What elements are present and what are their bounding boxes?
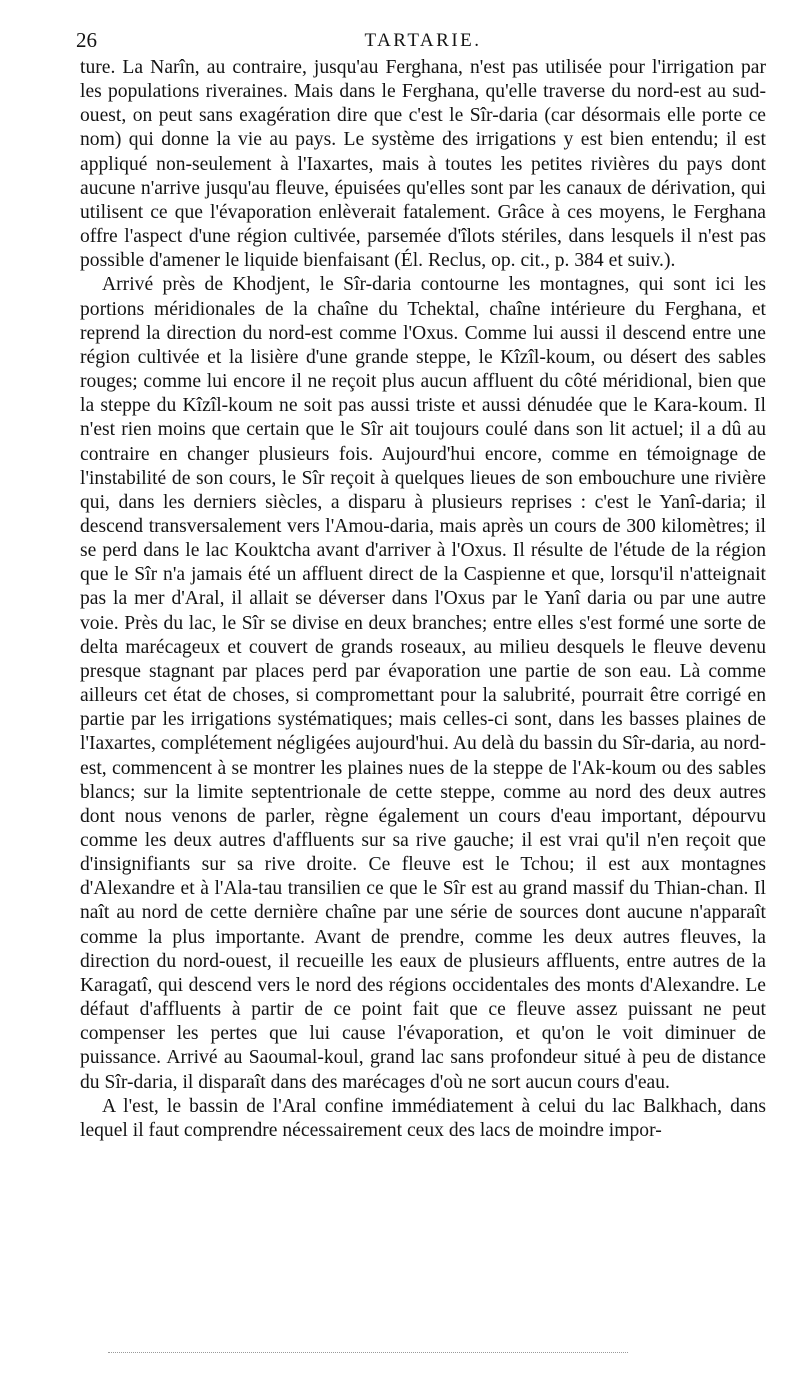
paragraph-aral-balkhach: A l'est, le bassin de l'Aral confine immédiatement à celui du lac Balkhach, dans lequel il faut comprendre nécessairement ceux des lacs de moindre impor- — [80, 1095, 766, 1141]
book-page — [76, 22, 766, 1143]
running-title: TARTARIE. — [364, 30, 482, 51]
page-header — [76, 22, 766, 56]
body-text — [80, 56, 766, 1143]
page-number: 26 — [76, 28, 97, 52]
paragraph-continued: ture. La Narîn, au contraire, jusqu'au Ferghana, n'est pas utilisée pour l'irrigation par les populations riveraines. Mais dans le Ferghana, qu'elle traverse du nord-est au sud-ouest, on peut sans exagération dire que c'est le Sîr-daria (car désormais elle porte ce nom) qui donne la vie au pays. Le système des irrigations y est bien entendu; il est appliqué non-seulement à l'Iaxartes, mais à toutes les petites rivières du pays dont aucune n'arrive jusqu'au fleuve, épuisées qu'elles sont par les canaux de dérivation, qui utilisent ce que l'évaporation enlèverait fatalement. Grâce à ces moyens, le Ferghana offre l'aspect d'une région cultivée, parsemée d'îlots stériles, dans lesquels il n'est pas possible d'amener le liquide bienfaisant (Él. Reclus, op. cit., p. 384 et suiv.). — [80, 57, 766, 272]
footer-divider — [108, 1352, 628, 1353]
paragraph-sir-daria: Arrivé près de Khodjent, le Sîr-daria contourne les montagnes, qui sont ici les portions méridionales de la chaîne du Tchektal, chaîne intérieure du Ferghana, et reprend la direction du nord-est comme l'Oxus. Comme lui aussi il descend entre une région cultivée et la lisière d'une grande steppe, le Kîzîl-koum, ou désert des sables rouges; comme lui encore il ne reçoit plus aucun affluent du côté méridional, bien que la steppe du Kîzîl-koum ne soit pas aussi triste et aussi dénudée que le Kara-koum. Il n'est rien moins que certain que le Sîr ait toujours coulé dans son lit actuel; il a dû au contraire en changer plusieurs fois. Aujourd'hui encore, comme en témoignage de l'instabilité de son cours, le Sîr reçoit à quelques lieues de son embouchure une rivière qui, dans les derniers siècles, a disparu à plusieurs reprises : c'est le Yanî-daria; il descend transversalement vers l'Amou-daria, mais après un cours de 300 kilomètres; il se perd dans le lac Kouktcha avant d'arriver à l'Oxus. Il résulte de l'étude de la région que le Sîr n'a jamais été un affluent direct de la Caspienne et que, lorsqu'il n'atteignait pas la mer d'Aral, il allait se déverser dans l'Oxus par le Yanî daria ou par une autre voie. Près du lac, le Sîr se divise en deux branches; entre elles s'est formé une sorte de delta marécageux et couvert de grands roseaux, au milieu desquels le fleuve devenu presque stagnant par places perd par évaporation une partie de son eau. Là comme ailleurs cet état de choses, si compromettant pour la salubrité, pourrait être corrigé en partie par les irrigations systématiques; mais celles-ci sont, dans les basses plaines de l'Iaxartes, complétement négligées aujourd'hui. Au delà du bassin du Sîr-daria, au nord-est, commencent à se montrer les plaines nues de la steppe de l'Ak-koum ou des sables blancs; sur la limite septentrionale de cette steppe, comme au nord des deux autres dont nous venons de parler, règne également un cours d'eau important, dépourvu comme les deux autres d'affluents sur sa rive gauche; il est vrai qu'il n'en reçoit que d'insignifiants sur sa rive droite. Ce fleuve est le Tchou; il est aux montagnes d'Alexandre et à l'Ala-tau transilien ce que le Sîr est au grand massif du Thian-chan. Il naît au nord de cette dernière chaîne par une série de sources dont aucune n'apparaît comme la plus importante. Avant de prendre, comme les deux autres fleuves, la direction du nord-ouest, il recueille les eaux de plusieurs affluents, entre autres de la Karagatî, qui descend vers le nord des régions occidentales des monts d'Alexandre. Le défaut d'affluents à partir de ce point fait que ce fleuve assez puissant ne peut compenser les pertes que lui cause l'évaporation, et qu'on le voit diminuer de puissance. Arrivé au Saoumal-koul, grand lac sans profondeur situé à peu de distance du Sîr-daria, il disparaît dans des marécages d'où ne sort aucun cours d'eau. — [80, 274, 766, 1093]
